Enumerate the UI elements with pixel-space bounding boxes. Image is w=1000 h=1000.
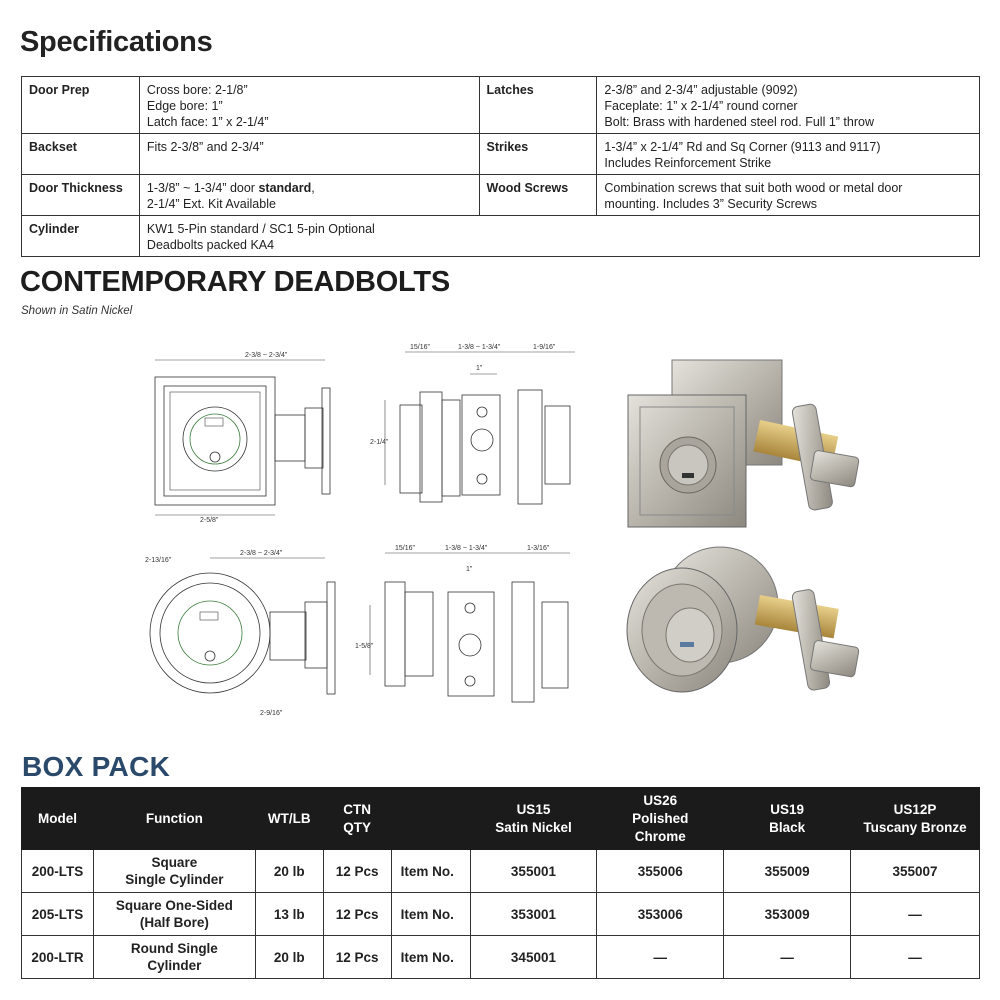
spec-label: Latches — [479, 77, 597, 134]
spec-value: 1-3/8” ~ 1-3/4” door standard, 2-1/4” Ext. Kit Available — [139, 175, 479, 216]
svg-text:2-13/16”: 2-13/16” — [145, 557, 172, 564]
header-us15: US15 Satin Nickel — [470, 788, 597, 850]
round-front-drawing — [145, 550, 335, 717]
svg-text:2-9/16”: 2-9/16” — [260, 710, 283, 717]
cell-weight: 13 lb — [255, 893, 323, 936]
cell-us19: — — [724, 936, 851, 979]
product-photos — [610, 355, 990, 710]
svg-text:2-3/8 ~ 2-3/4”: 2-3/8 ~ 2-3/4” — [240, 550, 283, 557]
table-row — [22, 850, 980, 893]
spec-label: Door Prep — [22, 77, 140, 134]
box-header-row — [22, 788, 980, 850]
table-row — [22, 936, 980, 979]
spec-label: Door Thickness — [22, 175, 140, 216]
spec-label: Strikes — [479, 134, 597, 175]
cell-function: Round Single Cylinder — [93, 936, 255, 979]
cell-function: Square Single Cylinder — [93, 850, 255, 893]
specifications-table — [21, 76, 980, 257]
cell-us19: 353009 — [724, 893, 851, 936]
spec-row-door-prep — [22, 77, 980, 134]
header-us26: US26 Polished Chrome — [597, 788, 724, 850]
cell-us15: 355001 — [470, 850, 597, 893]
cell-item-label: Item No. — [391, 850, 470, 893]
cell-model: 205-LTS — [22, 893, 94, 936]
spec-value: Combination screws that suit both wood or metal door mounting. Includes 3” Security Screws — [597, 175, 980, 216]
svg-text:1-3/16”: 1-3/16” — [527, 545, 550, 552]
header-weight: WT/LB — [255, 788, 323, 850]
svg-text:2-1/4”: 2-1/4” — [370, 439, 389, 446]
svg-text:2-5/8”: 2-5/8” — [200, 517, 219, 524]
svg-text:15/16”: 15/16” — [395, 545, 415, 552]
cell-us19: 355009 — [724, 850, 851, 893]
cell-item-label: Item No. — [391, 893, 470, 936]
header-us19: US19 Black — [724, 788, 851, 850]
cell-us12p: — — [851, 893, 980, 936]
cell-function: Square One-Sided (Half Bore) — [93, 893, 255, 936]
svg-text:1-5/8”: 1-5/8” — [355, 643, 374, 650]
spec-row-door-thickness — [22, 175, 980, 216]
svg-text:1-3/8 ~ 1-3/4”: 1-3/8 ~ 1-3/4” — [445, 545, 488, 552]
svg-text:2-3/8 ~ 2-3/4”: 2-3/8 ~ 2-3/4” — [245, 352, 288, 359]
contemporary-title: CONTEMPORARY DEADBOLTS — [20, 266, 451, 298]
spec-value: Cross bore: 2-1/8” Edge bore: 1” Latch face: 1” x 2-1/4” — [139, 77, 479, 134]
cell-us26: — — [597, 936, 724, 979]
cell-us15: 353001 — [470, 893, 597, 936]
spec-value: KW1 5-Pin standard / SC1 5-pin Optional Deadbolts packed KA4 — [139, 216, 979, 257]
header-function: Function — [93, 788, 255, 850]
svg-text:1-9/16”: 1-9/16” — [533, 344, 556, 351]
technical-drawings — [0, 330, 600, 740]
cell-us12p: — — [851, 936, 980, 979]
square-front-drawing — [155, 352, 330, 524]
cell-us26: 355006 — [597, 850, 724, 893]
spec-value: 2-3/8” and 2-3/4” adjustable (9092) Faceplate: 1” x 2-1/4” round corner Bolt: Brass with hardened steel rod. Full 1” throw — [597, 77, 980, 134]
header-us12p: US12P Tuscany Bronze — [851, 788, 980, 850]
spec-value: Fits 2-3/8” and 2-3/4” — [139, 134, 479, 175]
svg-text:1”: 1” — [466, 566, 473, 573]
round-deadbolt-photo — [627, 547, 859, 692]
box-pack-table — [21, 787, 980, 979]
spec-value: 1-3/4” x 2-1/4” Rd and Sq Corner (9113 and 9117) Includes Reinforcement Strike — [597, 134, 980, 175]
table-row — [22, 893, 980, 936]
svg-text:1”: 1” — [476, 365, 483, 372]
svg-text:15/16”: 15/16” — [410, 344, 430, 351]
svg-text:1-3/8 ~ 1-3/4”: 1-3/8 ~ 1-3/4” — [458, 344, 501, 351]
box-pack-title: BOX PACK — [22, 751, 171, 782]
cell-us15: 345001 — [470, 936, 597, 979]
cell-weight: 20 lb — [255, 936, 323, 979]
spec-label: Cylinder — [22, 216, 140, 257]
cell-item-label: Item No. — [391, 936, 470, 979]
spec-row-cylinder — [22, 216, 980, 257]
cell-qty: 12 Pcs — [323, 850, 391, 893]
specifications-title: Specifications — [20, 26, 213, 58]
cell-us26: 353006 — [597, 893, 724, 936]
spec-row-backset — [22, 134, 980, 175]
cell-qty: 12 Pcs — [323, 893, 391, 936]
header-ctn-qty: CTN QTY — [323, 788, 391, 850]
cell-model: 200-LTR — [22, 936, 94, 979]
cell-us12p: 355007 — [851, 850, 980, 893]
spec-label: Wood Screws — [479, 175, 597, 216]
round-side-drawing — [355, 545, 570, 702]
cell-model: 200-LTS — [22, 850, 94, 893]
cell-weight: 20 lb — [255, 850, 323, 893]
shown-in-caption: Shown in Satin Nickel — [21, 305, 133, 317]
header-model: Model — [22, 788, 94, 850]
cell-qty: 12 Pcs — [323, 936, 391, 979]
header-blank — [391, 788, 470, 850]
square-deadbolt-photo — [628, 360, 859, 527]
square-side-drawing — [370, 344, 575, 504]
spec-label: Backset — [22, 134, 140, 175]
